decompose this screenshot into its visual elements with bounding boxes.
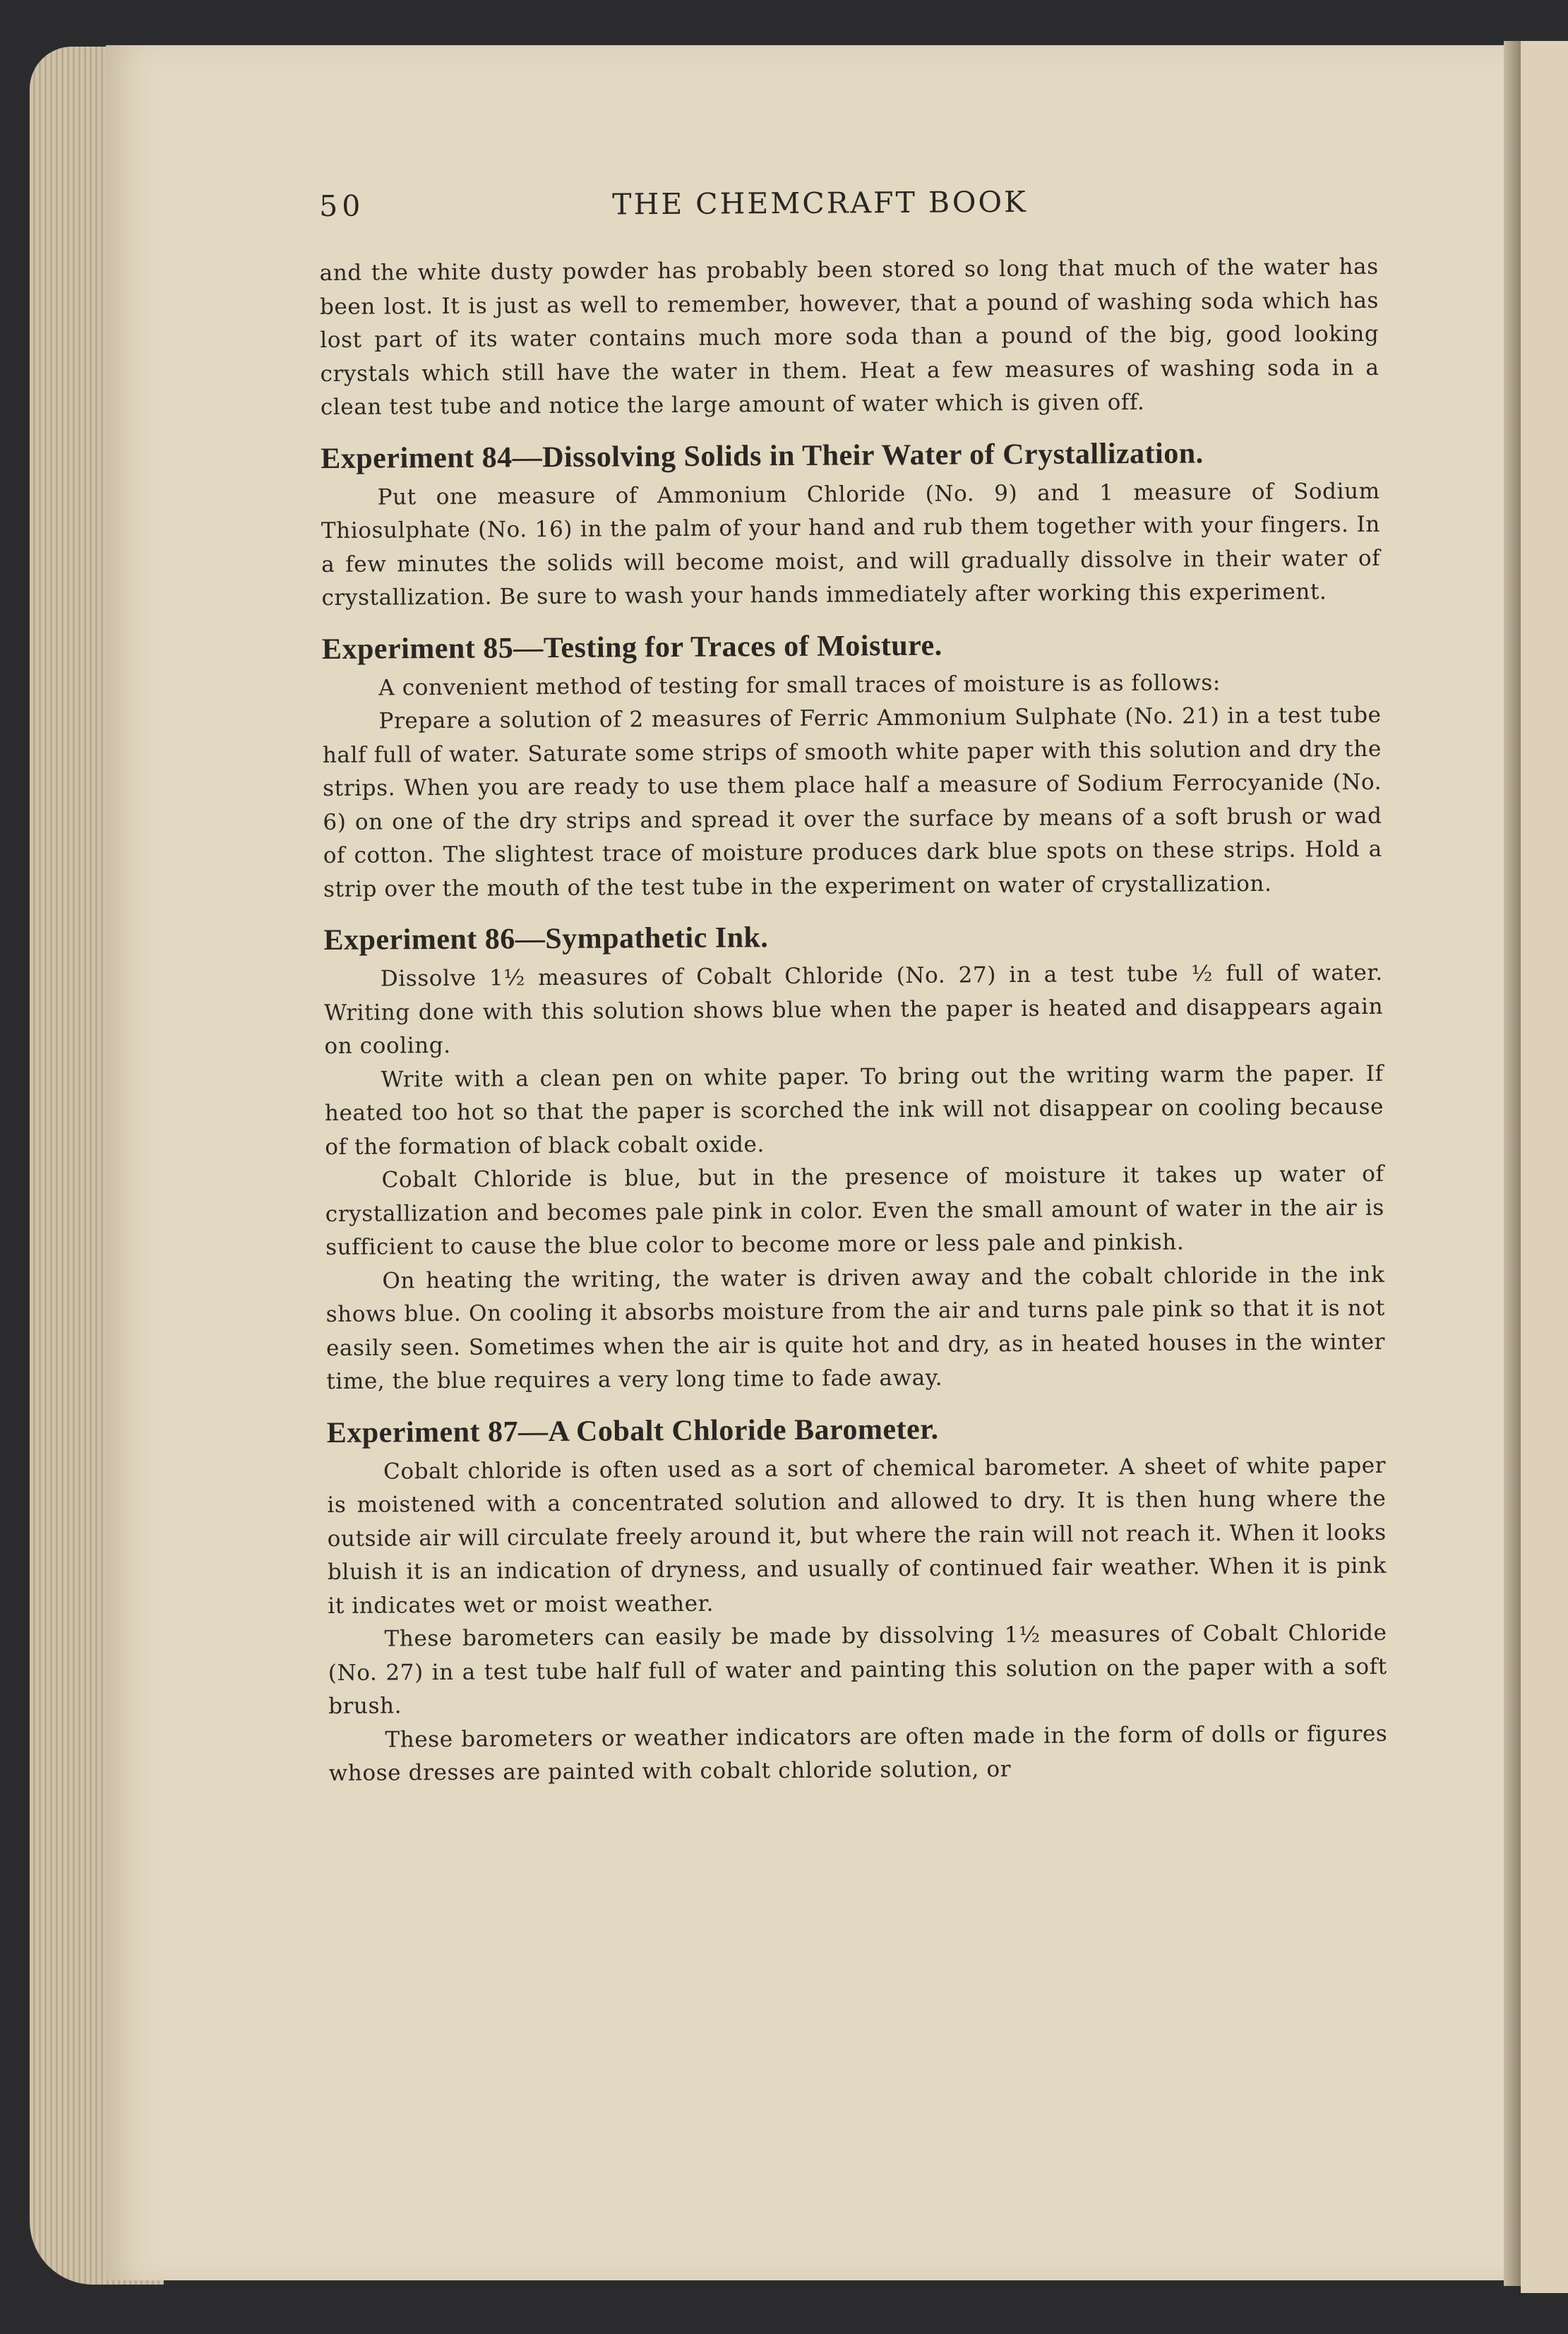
experiment-84 — [321, 432, 1380, 615]
experiment-paragraph: Put one measure of Ammonium Chloride (No. 9) and 1 measure of Sodium Thiosulphate (No. 16) in the palm of your hand and rub them together with your fingers. In a few minutes the solids will become moist, and will gradually dissolve in their water of crystallization. Be sure to wash your hands immediately after working this experiment. — [321, 478, 1381, 611]
page-number: 50 — [319, 188, 365, 223]
intro-paragraph: and the white dusty powder has probably been stored so long that much of the water has been lost. It is just as well to remember, however, that a pound of washing soda which has lost part of its water contains much more soda than a pound of the big, good looking crystals which still have the water in them. Heat a few measures of washing soda in a clean test tube and notice the large amount of water which is given off. — [319, 253, 1380, 420]
experiment-paragraph: These barometers or weather indicators are often made in the form of dolls or figures whose dresses are painted with cobalt chloride solution, or — [328, 1720, 1388, 1786]
page-content — [319, 183, 1388, 1791]
experiment-85 — [322, 623, 1382, 906]
experiment-paragraph: These barometers can easily be made by dissolving 1½ measures of Cobalt Chloride (No. 27) in a test tube half full of water and painting this solution on the paper with a soft brush. — [328, 1620, 1387, 1719]
experiment-paragraph: Cobalt chloride is often used as a sort of chemical barometer. A sheet of white paper is moistened with a concentrated solution and allowed to dry. It is then hung where the outside air will circulate freely around it, but where the rain will not reach it. When it looks bluish it is an indication of dryness, and usually of continued fair weather. When it is pink it indicates wet or moist weather. — [327, 1452, 1387, 1619]
experiment-heading: Experiment 84—Dissolving Solids in Their Water of Crystallization. — [321, 436, 1204, 475]
running-head-title: THE CHEMCRAFT BOOK — [611, 184, 1028, 222]
experiment-paragraph: A convenient method of testing for small traces of moisture is as follows: — [378, 669, 1221, 700]
experiment-paragraph: Write with a clean pen on white paper. To bring out the writing warm the paper. If heated too hot so that the paper is scorched the ink will not disappear on cooling because of the formation of black cobalt oxide. — [324, 1060, 1384, 1160]
running-head — [319, 183, 1378, 232]
experiment-heading: Experiment 86—Sympathetic Ink. — [323, 921, 769, 957]
experiment-heading: Experiment 85—Testing for Traces of Moisture. — [321, 629, 942, 666]
book-gutter — [1504, 41, 1521, 2286]
experiment-heading: Experiment 87—A Cobalt Chloride Barometer. — [326, 1413, 939, 1449]
experiment-paragraph: Prepare a solution of 2 measures of Ferric Ammonium Sulphate (No. 21) in a test tube half full of water. Saturate some strips of smooth white paper with this solution and dry the strips. When you are ready to use them place half a measure of Sodium Ferrocyanide (No. 6) on one of the dry strips and spread it over the surface by means of a soft brush or wad of cotton. The slightest trace of moisture produces dark blue spots on these strips. Hold a strip over the mouth of the test tube in the experiment on water of crystallization. — [322, 702, 1382, 902]
experiment-87 — [327, 1406, 1388, 1790]
experiment-paragraph: On heating the writing, the water is driven away and the cobalt chloride in the ink shows blue. On cooling it absorbs moisture from the air and turns pale pink so that it is not easily seen. Sometimes when the air is quite hot and dry, as in heated houses in the winter time, the blue requires a very long time to fade away. — [325, 1262, 1386, 1394]
experiment-86 — [323, 914, 1385, 1399]
experiment-paragraph: Cobalt Chloride is blue, but in the presence of moisture it takes up water of crystallization and becomes pale pink in color. Even the small amount of water in the air is sufficient to cause the blue color to become more or less pale and pinkish. — [325, 1161, 1384, 1260]
experiment-paragraph: Dissolve 1½ measures of Cobalt Chloride (No. 27) in a test tube ½ full of water. Writing done with this solution shows blue when the paper is heated and disappears again on cooling. — [324, 959, 1384, 1059]
facing-page-edge — [1521, 41, 1568, 2293]
